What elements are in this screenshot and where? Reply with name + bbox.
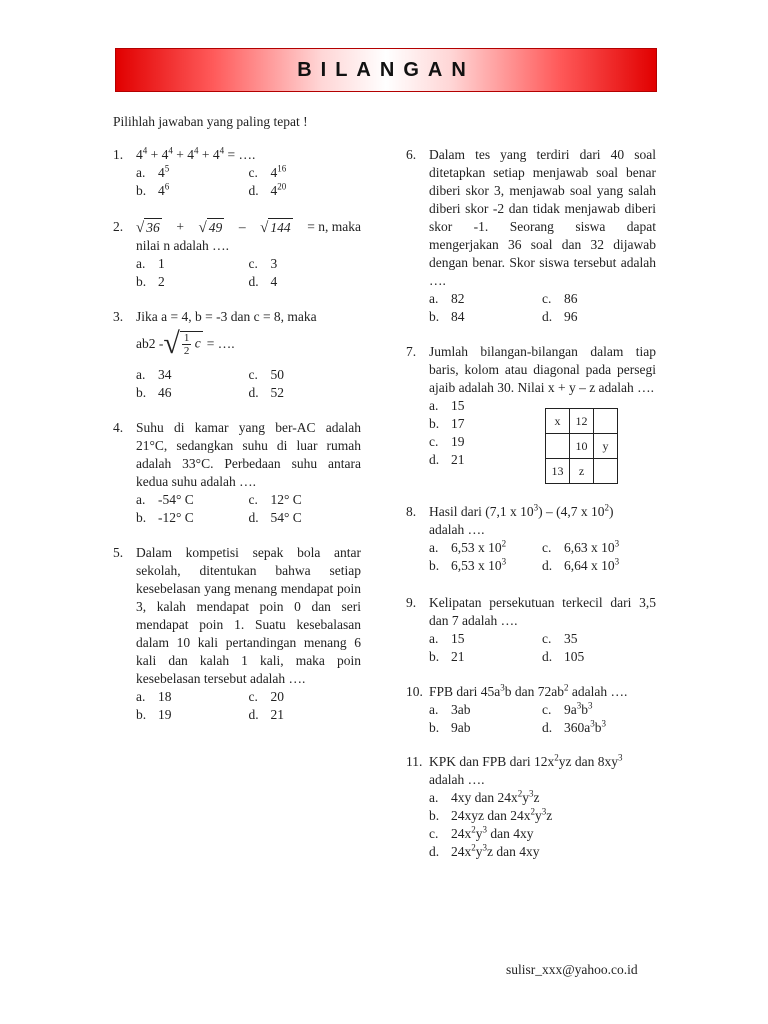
option-a: a. 6,53 x $10^2$ — [429, 538, 507, 555]
option-b: b. 9ab — [429, 720, 471, 735]
question-number: 1. — [113, 147, 124, 162]
option-b: b. 17 — [429, 416, 465, 431]
option-b: b. 24xyz dan $24x^2y^3z$ — [429, 806, 553, 823]
question-number: 2. — [113, 219, 124, 234]
option-c: c. 6,63 x $10^3$ — [542, 538, 620, 555]
option-b: b. 84 — [429, 309, 465, 324]
question-text: Jumlah bilangan-bilangan dalam tiap baris, kolom atau diagonal pada persegi ajaib adalah 30. Nilai x + y – z adalah …. — [429, 344, 656, 395]
question-2 — [113, 218, 361, 291]
question-1 — [113, 146, 361, 200]
question-8 — [406, 503, 656, 575]
question-text: Hasil dari (7,1 x $10^3) - (4,7$ x $10^2$) — [429, 502, 614, 519]
option-b: b. 21 — [429, 649, 465, 664]
option-d: d. 52 — [248, 385, 284, 400]
option-a: a. 15 — [429, 631, 465, 646]
magic-square-cell: x — [546, 409, 570, 434]
question-9 — [406, 594, 656, 666]
option-a: a. -54° C — [136, 492, 194, 507]
option-c: c. 19 — [429, 434, 465, 449]
option-b: b. 2 — [136, 274, 165, 289]
question-number: 4. — [113, 420, 124, 435]
question-text: Jika a = 4, b = -3 dan c = 8, maka — [136, 309, 317, 324]
option-c: c. 12° C — [248, 492, 302, 507]
magic-square-cell — [546, 434, 570, 459]
option-c: c. $9a^3b^3$ — [542, 700, 593, 717]
magic-square-cell: 13 — [546, 459, 570, 484]
option-a: a. 82 — [429, 291, 465, 306]
question-number: 6. — [406, 147, 417, 162]
question-number: 8. — [406, 504, 417, 519]
question-text: Dalam tes yang terdiri dari 40 soal ditetapkan setiap menjawab soal benar diberi skor 3, menjawab soal yang salah diberi skor -2 dan tidak menjawab diberi skor -1. Seorang siswa dapat mengerjakan 36 soal dan 32 dijawab dengan benar. Skor siswa tersebut adalah …. — [429, 147, 656, 288]
option-c: c. 20 — [248, 689, 284, 704]
option-c: c. $24x^2y^3$ dan 4xy — [429, 824, 534, 841]
option-a: a. $4^5$ — [136, 163, 170, 180]
question-number: 9. — [406, 595, 417, 610]
option-c: c. 35 — [542, 631, 578, 646]
option-d: d. $24x^2y^3z$ dan 4xy — [429, 842, 540, 859]
option-a: a. 18 — [136, 689, 172, 704]
option-d: d. $4^{20}$ — [248, 181, 287, 198]
option-d: d. 4 — [248, 274, 278, 289]
question-text: FPB dari $45a^3b$ dan $72ab^2$ adalah …. — [429, 682, 628, 699]
question-10 — [406, 683, 656, 737]
option-b: b. 6,53 x $10^3$ — [429, 556, 507, 573]
option-c: c. $4^{16}$ — [248, 163, 287, 180]
question-4 — [113, 419, 361, 527]
option-d: d. 21 — [248, 707, 284, 722]
option-a: a. 15 — [429, 398, 465, 413]
magic-square-cell — [594, 409, 618, 434]
title-banner — [115, 48, 657, 92]
question-text-line2: adalah …. — [429, 772, 485, 787]
option-d: d. 96 — [542, 309, 578, 324]
magic-square-cell: 12 — [570, 409, 594, 434]
option-b: b. $4^6$ — [136, 181, 170, 198]
question-text: Dalam kompetisi sepak bola antar sekolah, ditentukan bahwa setiap kesebelasan yang menang mendapat poin 3, kalah mendapat poin 0 dan seri mendapat poin 1. Suatu kesebalasan dalam 10 kali pertandingan menang 6 kali dan kalah 1 kali, maka poin kesebelasan tersebut adalah …. — [136, 545, 361, 686]
option-a: a. 4xy dan $24x^2y^3z$ — [429, 788, 540, 805]
option-d: d. 6,64 x $10^3$ — [542, 556, 620, 573]
option-d: d. 105 — [542, 649, 585, 664]
question-text: √ 36 + √ 49 – √ 144 = n, maka — [136, 219, 361, 236]
question-text: Suhu di kamar yang ber-AC adalah 21°C, sedangkan suhu di luar rumah adalah 33°C. Perbedaan suhu antara kedua suhu adalah …. — [136, 420, 361, 489]
question-text-line2: adalah …. — [429, 522, 485, 537]
question-7 — [406, 343, 656, 469]
question-text-line2: nilai n adalah …. — [136, 238, 229, 253]
magic-square-cell — [594, 459, 618, 484]
magic-square-cell: y — [594, 434, 618, 459]
option-d: d. 21 — [429, 452, 465, 467]
option-b: b. 19 — [136, 707, 172, 722]
option-d: d. $360a^3b^3$ — [542, 718, 606, 735]
question-number: 10. — [406, 684, 423, 699]
question-6 — [406, 146, 656, 326]
option-a: a. 1 — [136, 256, 165, 271]
question-formula: ab2 - √ $\frac{1}{2}$ c = …. — [136, 327, 235, 360]
magic-square-cell: 10 — [570, 434, 594, 459]
question-number: 11. — [406, 754, 423, 769]
question-text: Kelipatan persekutuan terkecil dari 3,5 dan 7 adalah …. — [429, 595, 656, 628]
page-title: BILANGAN — [297, 59, 475, 81]
magic-square — [545, 408, 618, 484]
question-number: 7. — [406, 344, 417, 359]
footer-email: sulisr_xxx@yahoo.co.id — [506, 962, 638, 977]
option-a: a. 34 — [136, 367, 172, 382]
option-c: c. 50 — [248, 367, 284, 382]
question-text: KPK dan FPB dari $12x^2yz$ dan $8xy^3$ — [429, 752, 623, 769]
option-c: c. 3 — [248, 256, 278, 271]
question-5 — [113, 544, 361, 724]
option-b: b. -12° C — [136, 510, 194, 525]
option-b: b. 46 — [136, 385, 172, 400]
question-text: $4^4 + 4^4 + 4^4 + 4^4$ = …. — [136, 145, 256, 162]
question-11 — [406, 753, 656, 861]
question-number: 3. — [113, 309, 124, 324]
question-number: 5. — [113, 545, 124, 560]
option-c: c. 86 — [542, 291, 578, 306]
option-a: a. 3ab — [429, 702, 471, 717]
question-3 — [113, 308, 361, 402]
magic-square-cell: z — [570, 459, 594, 484]
option-d: d. 54° C — [248, 510, 302, 525]
instruction-text: Pilihlah jawaban yang paling tepat ! — [113, 114, 308, 129]
